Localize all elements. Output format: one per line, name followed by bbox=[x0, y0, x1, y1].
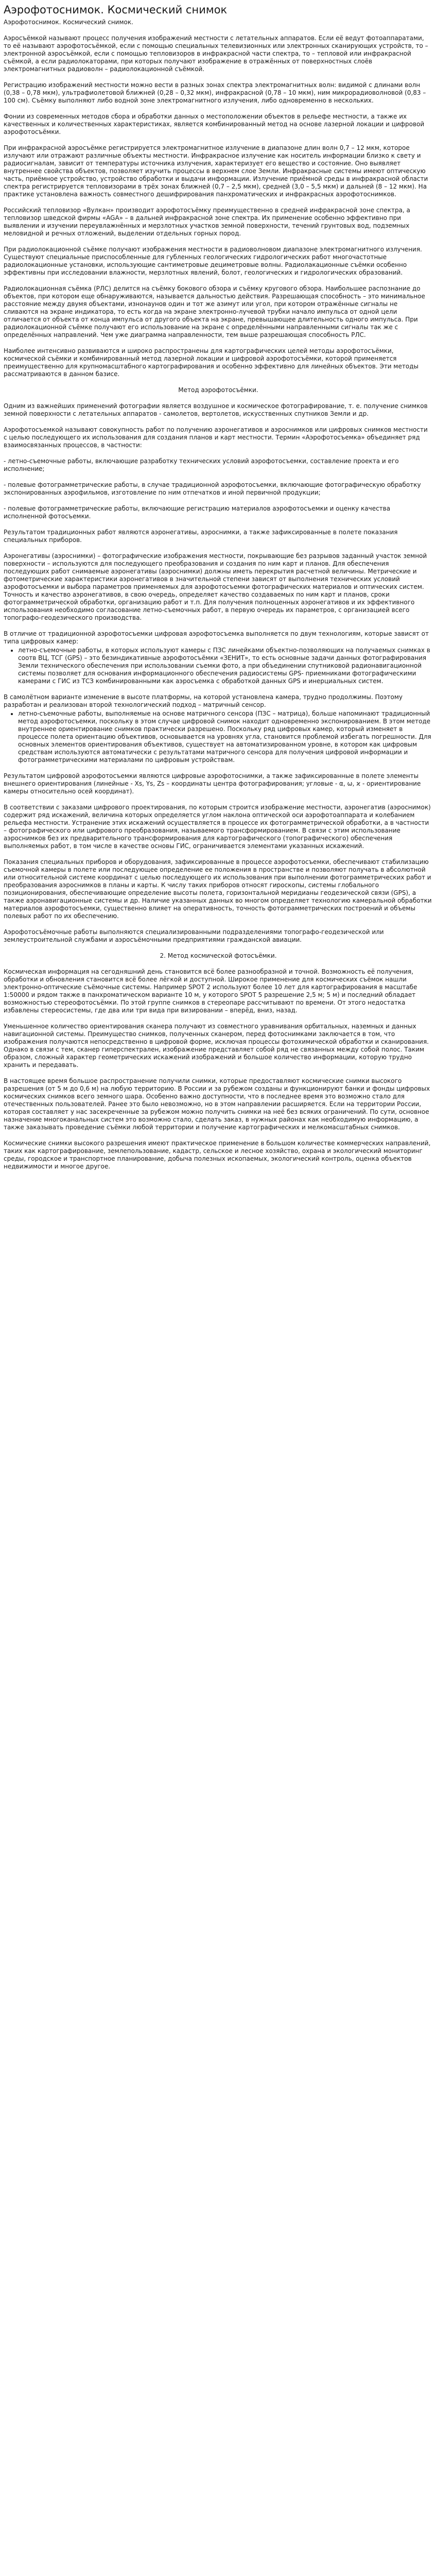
paragraph: В самолётном варианте изменение в высоте платформы, на которой установлена камера, трудно продолжимы. Поэтому разработан и реализован второй технологический подход – матричный сенсор. bbox=[4, 693, 403, 708]
paragraph: Космические снимки высокого разрешения имеют практическое применение в большом количестве коммерческих направлений, bbox=[4, 1140, 431, 1147]
paragraph: Аэрофотосъёмочные работы выполняются специализированными подразделениями топографо-геодезической или землеустроительной службами и аэросъёмочными предприятиями гражданской авиации. bbox=[4, 928, 384, 943]
paragraph: В настоящее время большое распространение получили снимки, которые предоставляют космические снимки высокого разрешения (от 5 м до 0,6 м) на любую территорию. В России и за рубежом созданы и функционируют банки и фонды цифровых космических снимков всего земного шара. Особенно важно доступности, что в последнее время это возможно стало для отечественных пользователей. Ранее это было невозможно, но в этом направлении расширяется. Если на территории России, которая составляет у нас засекреченные за рубежом можно получить снимки на неё без всяких ограничений. По сути, основное назначение многоканальных систем это возможно стало, сделать заказ, в нужных районах как необходимую информацию, а также заказывать проведение съёмки любой территории и получение картографических и мелкомасштабных снимков. bbox=[4, 1077, 430, 1131]
paragraph: Аэросъёмкой называют процесс получения изображений местности с летательных аппаратов. Если её ведут фотоаппаратами, то её называют аэрофотосъёмкой, если с помощью специальных телевизионных или электронных сканирующих устройств, то – электронной аэросъёмкой, если с помощью тепловизоров в инфракрасной части спектра, то – тепловой или инфракрасной съёмкой, а если радиолокаторами, при которых получают изображение в отражённых от поверхностных слоёв электромагнитных радиоволн – радиолокационной съёмкой. bbox=[4, 35, 428, 73]
article-body bbox=[4, 19, 433, 1171]
paragraph: Российский тепловизор «Вулкан» производит аэрофотосъёмку преимущественно в средней инфракрасной зоне спектра, а тепловизор шведской фирмы «AGA» – в дальней инфракрасной зоне спектра. Их применение особенно эффективно при выявлении и изучении переувлажнённых и мерзлотных участков земной поверхности, течений грунтовых вод, подземных меловидной и речных отложений, выделении отдельных горных пород. bbox=[4, 207, 410, 237]
section-heading: 2. Метод космической фотосъёмки. bbox=[160, 952, 277, 959]
paragraph: Показания специальных приборов и оборудования, зафиксированные в процессе аэрофотосъемки, обеспечивают стабилизацию съемочной камеры в полете или последующее определение ее положения в пространстве и позволяют получать в абсолютной или относительной системе координат с целью последующего их использования при выполнении фотограмметрических работ и преобразования аэроснимков в планы и карты. К числу таких приборов относят гироскопы, системы глобального позиционирования, обеспечивающие определение высоты полета, горизонтальной меридианы геодезической связи (GPS), а также аэронавигационные системы и др. Наличие указанных данных во многом определяет технологию камеральной обработки материалов аэрофотосъемки, существенно влияет на оперативность, точность фотограмметрических построений и объемы полевых работ по их обеспечению. bbox=[4, 858, 432, 920]
technology-list-2 bbox=[4, 710, 433, 764]
paragraph: Одним из важнейших применений фотографии является воздушное и космическое фотографирование, т. е. получение снимков земной поверхности с летательных аппаратов - самолетов, вертолетов, искусственных спутников Земли и др. bbox=[4, 402, 428, 417]
list-item: • летно-съемочные работы, в которых используют камеры с ПЗС линейками объектно-позволяющих на получаемых снимках в соотв ВЦ, ТСГ (GPS) – это безиндикативные аэрофотосъёмки «ЗЕНИТ», то есть основные задачи данных фотографирования Земли технического обеспечения при использовании съемки фото, а при объединении спутниковой радионавигационной системы позволяет для основания информационного обеспечения радиосистемы GPS- приемниками фотографическими камерами с ГИС из ТСЗ комбинированными как аэросъемка с обработкой данных GPS и инерциальных систем. bbox=[18, 647, 433, 685]
paragraph: В соответствии с заказами цифрового проектирования, по которым строится изображение местности, аэронегатив (аэроснимок) содержит ряд искажений, величина которых определяется углом наклона оптической оси аэрофотоаппарата и колебанием рельефа местности. Устранение этих искажений осуществляется в процессе их фотограмметрической обработки, а в частности – фотографического или цифрового преобразования, называемого трансформированием. В связи с этим использование аэроснимков без их предварительного трансформирования для картографического (топографического) обеспечения выполняемых работ, в том числе в качестве основы ГИС, ограничивается элементами указанных искажений. bbox=[4, 804, 431, 850]
paragraph: Регистрацию изображений местности можно вести в разных зонах спектра электромагнитных волн: видимой с длинами волн (0,38 – 0,78 мкм), ультрафиолетовой ближней (0,28 – 0,32 мкм), инфракрасной (0,78 – 10 мкм), ним микрорадиоволновой (0,83 – 100 см). Съёмку выполняют либо водной зоне электромагнитного излучения, либо одновременно в нескольких. bbox=[4, 81, 426, 104]
paragraph: Результатом традиционных работ являются аэронегативы, аэроснимки, а также зафиксированные в полете показания специальных приборов. bbox=[4, 529, 398, 544]
paragraph: таких как картографирование, землепользование, кадастр, сельское и лесное хозяйство, охрана и экологический мониторинг среды, городское и транспортное планирование, добыча полезных ископаемых, экологический контроль, оценка объектов недвижимости и многое другое. bbox=[4, 1147, 423, 1170]
paragraph: Радиолокационная съёмка (РЛС) делится на съёмку бокового обзора и съёмку кругового обзора. Наибольшее распознание до объектов, при котором еще обнаруживаются, называется дальностью действия. Разрешающая способность – это минимальное расстояние между двумя объектами, изнонаунов один и тот же азимут или угол, при котором отражённые сигналы не сливаются на экране индикатора, то есть когда на экране электронно-лучевой трубки начало импульса от одной цели отличается от объекта от конца импульса от другого объекта на экране, превышающее длительность одного импульса. При радиолокационной съёмке получают его использование на экране с определёнными направленными сигналы так же с определённых направлений. Чем уже диаграмма направленности, тем выше разрешающая способность РЛС. bbox=[4, 285, 425, 338]
page-title: Аэрофотоснимок. Космический снимок bbox=[4, 4, 228, 16]
paragraph: При радиолокационной съёмке получают изображения местности в радиоволновом диапазоне электромагнитного излучения. Существуют специальные приспособленные для губленных геологических гидрологических работ многочастотные радиолокационные установки, использующие сантиметровые дециметровые волны. Радиолакационные съёмки особенно эффективны при исследовании влажности, мерзлотных явлений, болот, геологических и гидрологических образований. bbox=[4, 246, 422, 276]
paragraph: В отличие от традиционной аэрофотосъемки цифровая аэрофотосъемка выполняется по двум технологиям, которые зависят от типа цифровых камер: bbox=[4, 630, 429, 645]
section-heading: Метод аэрофотосъёмки. bbox=[178, 386, 258, 394]
paragraph: Результатом цифровой аэрофотосъемки являются цифровые аэрофотоснимки, а также зафиксированные в полете элементы внешнего ориентирования (линейные - Xs, Ys, Zs – координаты центра фотографирования; угловые - α, ω, ϰ - ориентирование камеры относительно осей координат). bbox=[4, 772, 421, 795]
paragraph: Космическая информация на сегодняшний день становится всё более разнообразной и точной. Возможность её получения, обработки и обновления становится всё более лёгкой и доступной. Широкое применение для космических съёмок нашли электронно-оптические съёмочные системы. Например SPOT 2 используют более 10 лет для картографирования в масштабе 1:50000 и рядом также в панхроматическом варианте 10 м, у которого SPOT 5 разрешение 2,5 м; 5 м) и последний обладает возможностью стереофотосъёмки. По этой группе снимков в стереопаре рассчитывают по времени. От этого недостатка избавлены стереосистемы, где два или три вида при визировании – вперёд, вниз, назад. bbox=[4, 968, 417, 1014]
paragraph: Уменьшенное количество ориентирования сканера получают из совместного уравнивания орбитальных, наземных и данных навигационной системы. Преимущество снимков, полученных сканером, перед фотоснимками заключается в том, что изображения получаются непосредственно в цифровой форме, исключая процессы фотохимической обработки и сканирования. Однако в связи с тем, сканер гиперспектрален, изображение представляет собой ряд не связанных между собой полос. Таким образом, сложный характер геометрических искажений изображений и большое количество информации, которую трудно хранить и передавать. bbox=[4, 1023, 429, 1069]
paragraph: Наиболее интенсивно развиваются и широко распространены для картографических целей методы аэрофотосъёмки, космической съёмки и комбинированный метод лазерной локации и цифровой аэрофотосъёмки, которой применяется преимущественно для крупномасштабного картографирования и особенно эффективно для линейных объектов. Эти методы рассматриваются в данном базисе. bbox=[4, 347, 418, 378]
paragraph: - полевые фотограмметрические работы, в случае традиционной аэрофотосъемки, включающие фотографическую обработку экспонированных аэрофильмов, изготовление по ним отпечатков и иной первичной продукции; bbox=[4, 481, 421, 496]
paragraph: Фонии из современных методов сбора и обработки данных о местоположении объектов в рельефе местности, а также их качественных и количественных характеристиках, является комбинированный метод на основе лазерной локации и цифровой аэрофотосъёмки. bbox=[4, 113, 425, 135]
technology-list-1 bbox=[4, 647, 433, 685]
paragraph: - летно-съемочные работы, включающие разработку технических условий аэрофотосъемки, составление проекта и его исполнение; bbox=[4, 457, 399, 472]
paragraph: Аэрофотоснимок. Космический снимок. bbox=[4, 19, 133, 26]
paragraph: Аэрофотосъемкой называют совокупность работ по получению аэронегативов и аэроснимков или цифровых снимков местности с целью последующего их использования для создания планов и карт местности. Термин «Аэрофотосъемка» объединяет ряд взаимосвязанных процессов, в частности: bbox=[4, 426, 428, 449]
paragraph: Аэронегативы (аэроснимки) – фотографические изображения местности, покрывающие без разрывов заданный участок земной поверхности – используются для последующего преобразования и создания по ним карт и планов. Для обеспечения последующих работ снимаемые аэронегативы (аэроснимки) должны иметь перекрытия расчетной величины. Метрические и фотометрические характеристики аэронегативов в значительной степени зависят от выполнения технических условий аэрофотосъемки и выбора параметров применяемых для аэрофотосъемки фотографических материалов и оптических систем. Точность и качество аэронегативов, в свою очередь, определяет качество создаваемых по ним карт и планов, сроки фотограмметрической обработки, организацию работ и т.п. Для получения полноценных аэронегативов и их эффективного использования необходимо согласование летно-съемочных работ, в первую очередь их параметров, с организацией всего топографо-геодезического производства. bbox=[4, 552, 427, 621]
list-item: • летно-съемочные работы, выполняемые на основе матричного сенсора (ПЗС – матрица), больше напоминают традиционный метод аэрофотосъемки, поскольку в этом случае цифровой снимок находит одновременно экспонированием. В этом методе внутреннее ориентирование снимков практически разрешено. Поскольку ряд цифровых камер, который изменяет в процессе полета ориентацию объективов, основывается на уровнях угла, становится проблемой избегать погрешности. Для основных элементов ориентирования объективов, существует на автоматизированном уровне, в котором как цифровым средствам используются автоматически с результатами матричного сенсора для получения цифровой информации и фотограмметрическими материалами по цифровым устройствам. bbox=[18, 710, 433, 764]
paragraph: - полевые фотограмметрические работы, включающие регистрацию материалов аэрофотосъемки и оценку качества исполненной фотосъемки. bbox=[4, 505, 391, 520]
paragraph: При инфракрасной аэросъёмке регистрируется электромагнитное излучение в диапазоне длин волн 0,7 – 12 мкм, которое излучают или отражают различные объекты местности. Инфракрасное излучение как носитель информации близко к свету и радиосигналам, зависит от температуры источника излучения, характеризует его вещество и состояние. Оно выявляет внутреннее свойства объектов, позволяет изучить процессы в верхнем слое Земли. Инфракрасные системы имеют оптическую часть, приёмное устройство, устройство обработки и выдачи информации. Излучение приёмной среды в инфракрасной области спектра регистрируется тепловизорами в трёх зонах ближней (0,7 – 2,5 мкм), средней (3,0 – 5,5 мкм) и дальней (8 – 12 мкм). На практике установлена важность совместного дешифрирования панхроматических и инфракрасных аэрофотоснимков. bbox=[4, 144, 428, 198]
